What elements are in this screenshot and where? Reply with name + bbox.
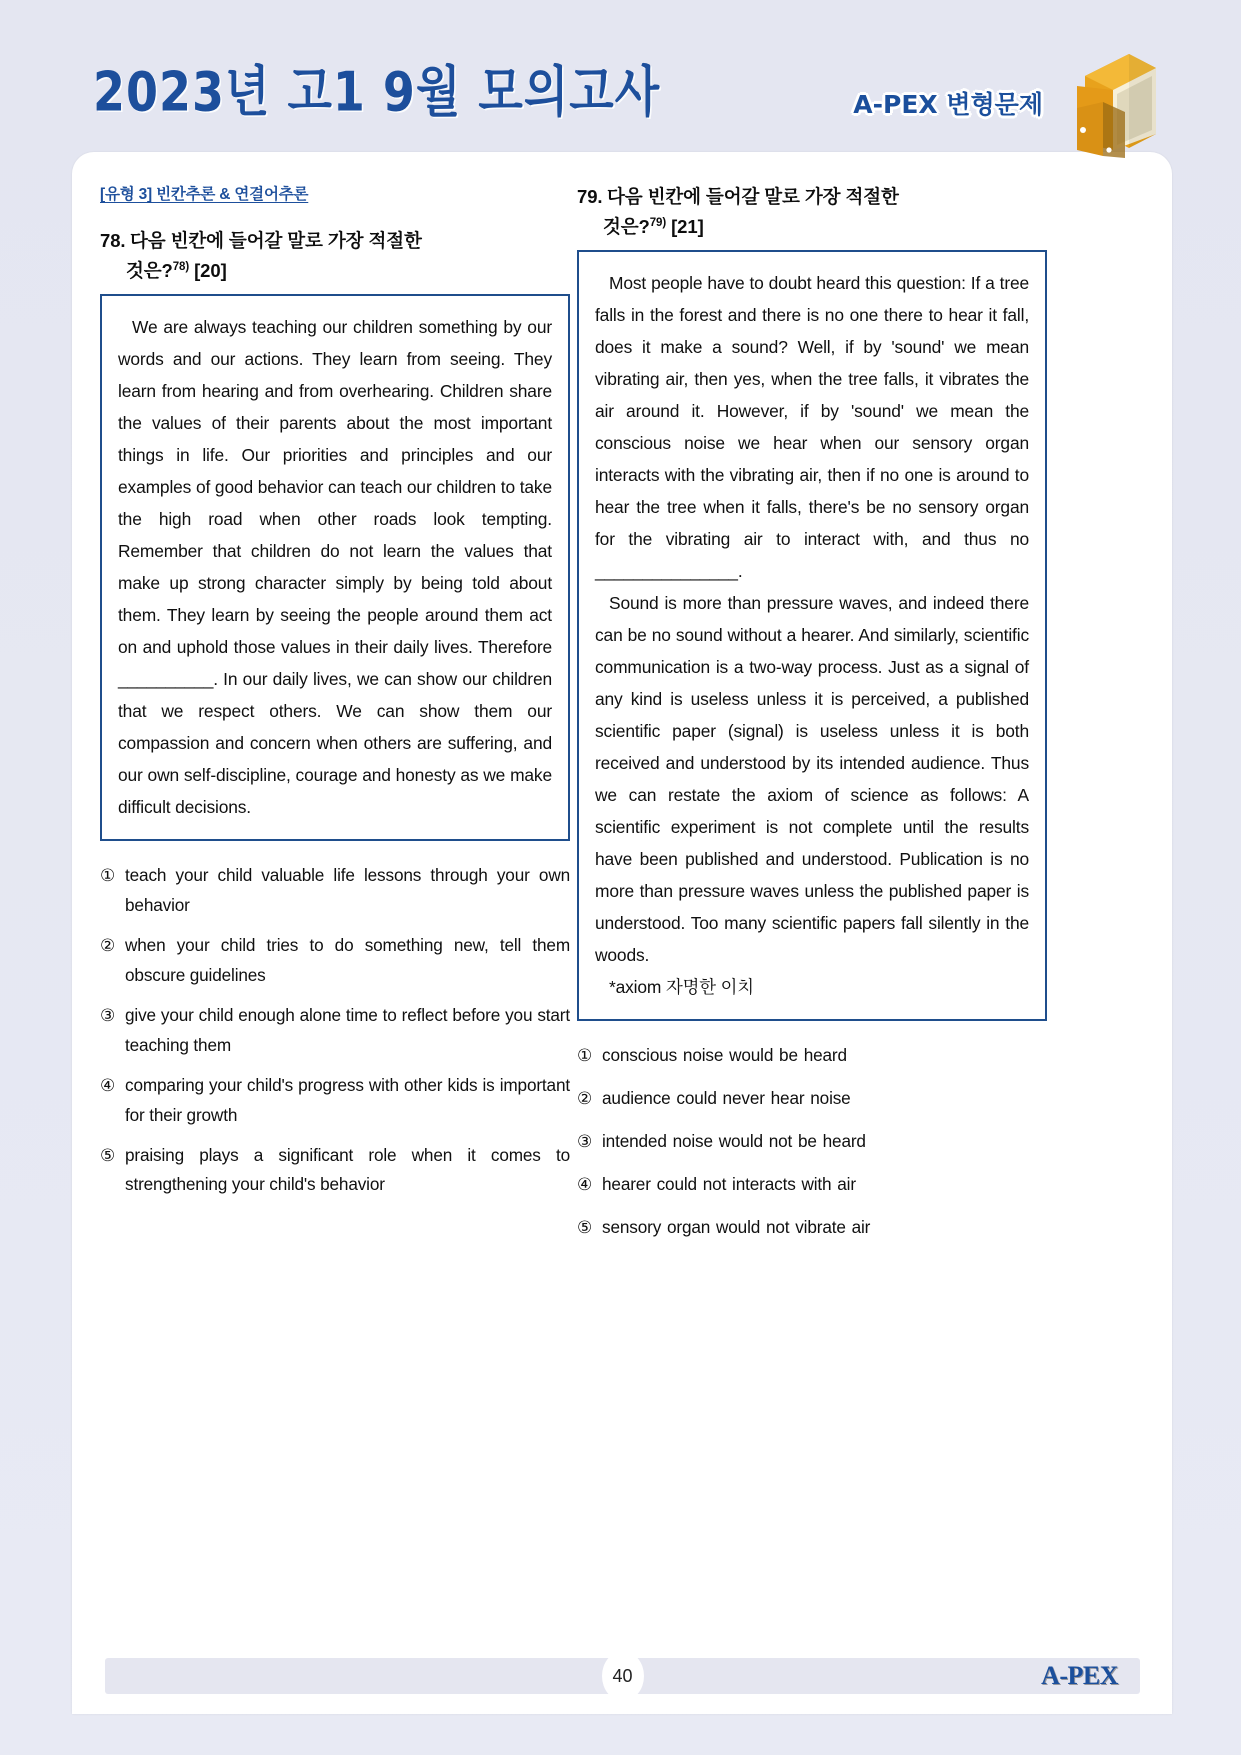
brand-badge: A-PEX 변형문제 <box>853 90 1043 119</box>
choice-label: when your child tries to do something new, tell them obscure guidelines <box>125 935 570 985</box>
choice-marker: ③ <box>577 1132 593 1152</box>
choice-option[interactable] <box>100 861 570 921</box>
page-number: 40 <box>602 1651 644 1701</box>
question-79-passage-paragraph: Most people have to doubt heard this question: If a tree falls in the forest and there is no one there to hear it fall, does it make a sound? Well, if by 'sound' we mean vibrating air, then yes, when the tree falls, it vibrates the air around it. However, if by 'sound' we mean the conscious noise we hear when our sensory organ interacts with the vibrating air, then if no one is around to hear the tree when it falls, there's be no sensory organ for the vibrating air to interact with, and thus no _______________. <box>595 272 1029 582</box>
choice-option[interactable] <box>100 1141 570 1201</box>
page-content <box>72 152 1172 1714</box>
question-79-stem <box>577 182 1047 242</box>
section-tag: [유형 3] 빈칸추론 & 연결어추론 <box>100 186 309 203</box>
question-79-glossary-note: *axiom 자명한 이치 <box>609 977 754 998</box>
question-79-footnote-ref: 79) <box>649 216 667 229</box>
choice-marker: ① <box>100 866 116 886</box>
choice-marker: ⑤ <box>577 1217 593 1237</box>
choice-marker: ① <box>577 1046 593 1066</box>
question-79-passage-paragraph: Sound is more than pressure waves, and indeed there can be no sound without a hearer. And similarly, scientific communication is a two-way process. Just as a signal of any kind is useless unless it is perceived, a published scientific paper (signal) is useless unless it is both received and understood by its intended audience. Thus we can restate the axiom of science as follows: A scientific experiment is not complete until the results have been published and understood. Publication is no more than pressure waves unless the published paper is understood. Too many scientific papers fall silently in the woods. <box>595 593 1029 966</box>
choice-option[interactable] <box>100 931 570 991</box>
choice-marker: ② <box>100 936 116 956</box>
choice-option[interactable] <box>100 1001 570 1061</box>
column-right <box>577 152 1047 1256</box>
question-78-footnote-ref: 78) <box>172 260 190 273</box>
question-79-stem-tail: 것은? <box>603 215 650 237</box>
choice-label: hearer could not interacts with air <box>602 1174 856 1195</box>
question-79-number: 79. <box>577 186 603 207</box>
question-78-choices <box>100 861 570 1200</box>
book-icon <box>1055 46 1163 158</box>
choice-marker: ③ <box>100 1005 116 1025</box>
question-79-stem-line1: 다음 빈칸에 들어갈 말로 가장 적절한 <box>607 186 899 207</box>
choice-label: teach your child valuable life lessons through your own behavior <box>125 865 570 916</box>
choice-marker: ② <box>577 1089 593 1109</box>
column-left <box>100 152 570 1210</box>
choice-label: praising plays a significant role when it comes to strengthening your child's behavior <box>125 1144 570 1195</box>
choice-option[interactable] <box>100 1071 570 1131</box>
question-78-stem-line1: 다음 빈칸에 들어갈 말로 가장 적절한 <box>130 230 422 251</box>
choice-option[interactable] <box>577 1084 1047 1114</box>
choice-label: intended noise would not be heard <box>602 1131 866 1152</box>
choice-option[interactable] <box>577 1041 1047 1071</box>
choice-label: audience could never hear noise <box>602 1088 851 1109</box>
question-78-stem <box>100 226 570 286</box>
question-78-stem-line2 <box>100 256 570 286</box>
choice-marker: ④ <box>577 1175 593 1195</box>
choice-marker: ⑤ <box>100 1145 116 1165</box>
choice-option[interactable] <box>577 1170 1047 1200</box>
choice-option[interactable] <box>577 1127 1047 1157</box>
question-79-bracket: [21] <box>671 215 704 237</box>
page-footer <box>105 1658 1140 1694</box>
question-78-number: 78. <box>100 230 126 251</box>
page-header <box>0 0 1241 152</box>
question-79-choices <box>577 1041 1047 1243</box>
footer-brand-logo: A-PEX <box>1041 1661 1118 1690</box>
question-78-stem-tail: 것은? <box>126 259 173 281</box>
question-78-passage-paragraph: We are always teaching our children something by our words and our actions. They learn from seeing. They learn from hearing and from overhearing. Children share the values of their parents about the most important things in life. Our priorities and principles and our examples of good behavior can teach our children to take the high road when other roads look tempting. Remember that children do not learn the values that make up strong character simply by being told about them. They learn by seeing the people around them act on and uphold those values in their daily lives. Therefore __________. In our daily lives, we can show our children that we respect others. We can show them our compassion and concern when others are suffering, and our own self-discipline, courage and honesty as we make difficult decisions. <box>118 316 552 818</box>
page-title: 2023년 고1 9월 모의고사 <box>93 59 661 124</box>
choice-label: conscious noise would be heard <box>602 1045 847 1066</box>
choice-option[interactable] <box>577 1213 1047 1243</box>
question-79-passage-box <box>577 250 1047 1021</box>
choice-label: give your child enough alone time to reflect before you start teaching them <box>125 1004 570 1055</box>
choice-marker: ④ <box>100 1075 116 1095</box>
choice-label: comparing your child's progress with other kids is important for their growth <box>125 1074 570 1125</box>
question-78-passage-box <box>100 294 570 841</box>
question-78-bracket: [20] <box>194 259 227 281</box>
choice-label: sensory organ would not vibrate air <box>602 1216 871 1237</box>
question-79-stem-line2 <box>577 212 1047 242</box>
